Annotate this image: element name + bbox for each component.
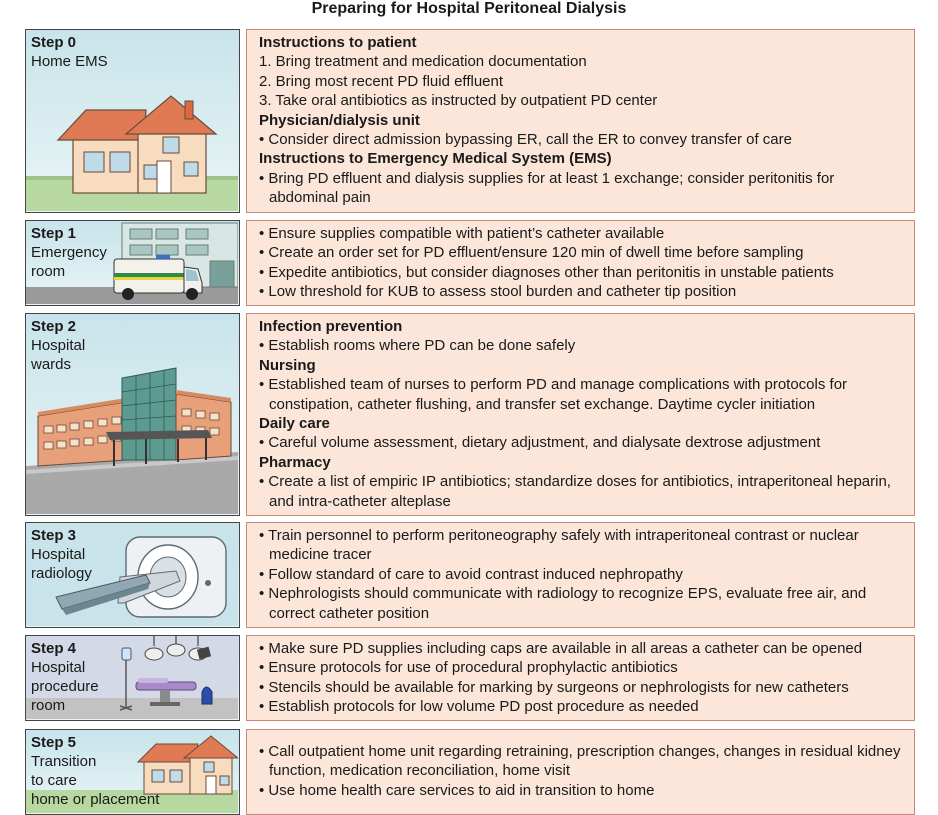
- step-4-number: Step 4: [31, 640, 77, 657]
- step-5-label: [31, 733, 159, 809]
- step-2-line: Hospital: [31, 337, 86, 354]
- step-5-number: Step 5: [31, 734, 77, 751]
- numbered-item: 1. Bring treatment and medication documentation: [259, 53, 587, 71]
- step-4-panel: [25, 635, 240, 721]
- step-2-number: Step 2: [31, 318, 77, 335]
- bullet-item: • Careful volume assessment, dietary adjustment, and dialysate dextrose adjustment: [259, 434, 821, 452]
- bullet-item: • Stencils should be available for marking by surgeons or nephrologists for new catheters: [259, 678, 849, 696]
- bullet-item: • Low threshold for KUB to assess stool burden and catheter tip position: [259, 283, 737, 301]
- step-2-label: [31, 317, 85, 374]
- bullet-item: • Follow standard of care to avoid contrast induced nephropathy: [259, 565, 683, 583]
- bullet-item: • Ensure protocols for use of procedural prophylactic antibiotics: [259, 659, 678, 677]
- section-heading: Instructions to patient: [259, 34, 417, 51]
- step-3-number: Step 3: [31, 527, 77, 544]
- step-5-line: home or placement: [31, 791, 160, 808]
- step-0-panel: [25, 29, 240, 213]
- step-0-line: Home EMS: [31, 53, 108, 70]
- diagram-title: Preparing for Hospital Peritoneal Dialysis: [311, 0, 627, 17]
- step-1-line: Emergency: [31, 244, 107, 261]
- bullet-item: • Expedite antibiotics, but consider diagnoses other than peritonitis in unstable patients: [259, 263, 834, 281]
- step-2-instructions: [246, 313, 915, 516]
- step-3-line: radiology: [31, 565, 92, 582]
- step-1-number: Step 1: [31, 225, 77, 242]
- section-heading: Daily care: [259, 415, 330, 433]
- bullet-item: • Create an order set for PD effluent/ensure 120 min of dwell time before sampling: [259, 244, 804, 262]
- step-2-panel: [25, 313, 240, 516]
- bullet-item: • Make sure PD supplies including caps are available in all areas a catheter can be opened: [259, 640, 863, 657]
- bullet-item: • Create a list of empiric IP antibiotics; standardize doses for antibiotics, intraperitoneal heparin, and intra-catheter alteplase: [259, 473, 891, 510]
- bullet-item: • Established team of nurses to perform PD and manage complications with protocols for constipation, catheter flushing, and transfer set exchange. Daytime cycler initiation: [259, 376, 848, 413]
- step-4-line: procedure: [31, 678, 99, 695]
- numbered-item: 2. Bring most recent PD fluid effluent: [259, 72, 504, 90]
- step-3-panel: [25, 522, 240, 628]
- step-1-instructions: [246, 220, 915, 306]
- bullet-item: • Bring PD effluent and dialysis supplies for at least 1 exchange; consider peritonitis for abdominal pain: [259, 169, 835, 207]
- step-4-label: [31, 639, 99, 715]
- step-3-line: Hospital: [31, 546, 86, 563]
- step-5-line: Transition: [31, 753, 97, 770]
- bullet-item: • Ensure supplies compatible with patient’s catheter available: [259, 225, 665, 242]
- step-5-panel: [25, 729, 240, 815]
- bullet-item: • Establish rooms where PD can be done safely: [259, 337, 576, 355]
- step-0-instructions: [246, 29, 915, 213]
- bullet-item: • Train personnel to perform peritoneography safely with intraperitoneal contrast or nuclear medicine tracer: [259, 527, 859, 564]
- bullet-item: • Use home health care services to aid in transition to home: [259, 781, 655, 799]
- step-3-instructions: [246, 522, 915, 628]
- step-5-line: to care: [31, 772, 77, 789]
- bullet-item: • Establish protocols for low volume PD post procedure as needed: [259, 698, 699, 716]
- step-1-line: room: [31, 263, 66, 280]
- section-heading: Nursing: [259, 356, 316, 374]
- step-3-label: [31, 526, 92, 583]
- step-0-label: [31, 33, 108, 71]
- section-heading: Instructions to Emergency Medical System (EMS): [259, 150, 612, 168]
- section-heading: Physician/dialysis unit: [259, 111, 420, 129]
- step-0-number: Step 0: [31, 34, 77, 51]
- bullet-item: • Consider direct admission bypassing ER, call the ER to convey transfer of care: [259, 131, 792, 149]
- step-4-line: room: [31, 697, 66, 714]
- step-1-label: [31, 224, 107, 281]
- bullet-item: • Call outpatient home unit regarding retraining, prescription changes, changes in residual kidney function, medication reconciliation, home visit: [259, 743, 901, 780]
- bullet-item: • Nephrologists should communicate with radiology to recognize EPS, evaluate free air, and correct catheter position: [259, 585, 867, 622]
- section-heading: Infection prevention: [259, 318, 403, 335]
- step-2-line: wards: [31, 356, 72, 373]
- step-1-panel: [25, 220, 240, 306]
- numbered-item: 3. Take oral antibiotics as instructed by outpatient PD center: [259, 92, 658, 110]
- section-heading: Pharmacy: [259, 453, 331, 471]
- step-4-line: Hospital: [31, 659, 86, 676]
- step-5-instructions: [246, 729, 915, 815]
- step-4-instructions: [246, 635, 915, 721]
